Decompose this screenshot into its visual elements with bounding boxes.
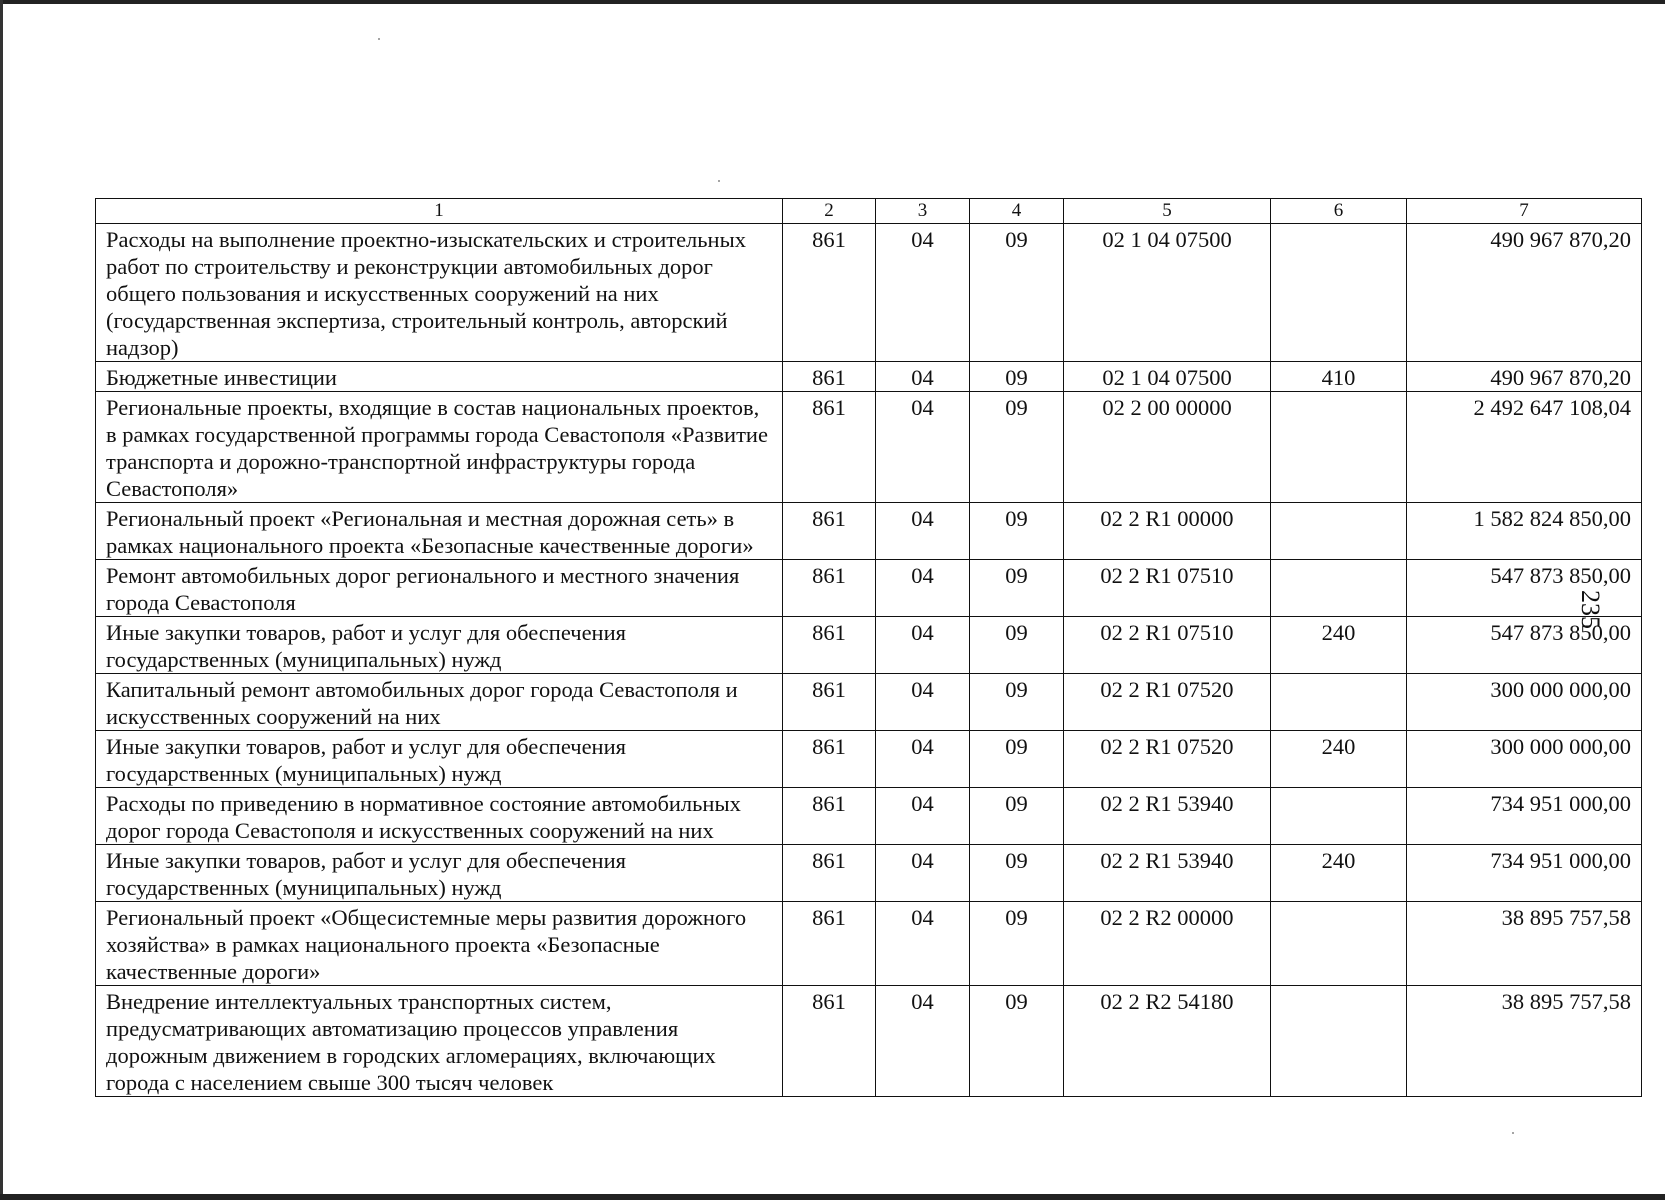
row-name: Региональный проект «Общесистемные меры развития дорожного хозяйства» в рамках национального проекта «Безопасные качественные дороги»: [96, 902, 783, 986]
row-subsection-code: 09: [970, 392, 1064, 503]
row-name: Расходы по приведению в нормативное состояние автомобильных дорог города Севастополя и искусственных сооружений на них: [96, 788, 783, 845]
row-section-code: 04: [876, 560, 970, 617]
row-expense-type: 240: [1271, 845, 1407, 902]
row-grbs-code: 861: [783, 731, 876, 788]
table-row: [96, 617, 1642, 674]
row-grbs-code: 861: [783, 224, 876, 362]
page-number: 235: [1576, 590, 1605, 629]
row-name: Расходы на выполнение проектно-изыскательских и строительных работ по строительству и реконструкции автомобильных дорог общего пользования и искусственных сооружений на них (государственная экспертиза, строительный контроль, авторский надзор): [96, 224, 783, 362]
row-section-code: 04: [876, 731, 970, 788]
row-section-code: 04: [876, 902, 970, 986]
row-target-article: 02 2 R2 54180: [1064, 986, 1271, 1097]
row-grbs-code: 861: [783, 617, 876, 674]
row-target-article: 02 1 04 07500: [1064, 362, 1271, 392]
table-row: [96, 224, 1642, 362]
row-section-code: 04: [876, 362, 970, 392]
row-expense-type: [1271, 392, 1407, 503]
column-header-6: 6: [1271, 199, 1407, 224]
row-name: Внедрение интеллектуальных транспортных систем, предусматривающих автоматизацию процессов управления дорожным движением в городских агломерациях, включающих города с населением свыше 300 тысяч человек: [96, 986, 783, 1097]
row-name: Бюджетные инвестиции: [96, 362, 783, 392]
column-header-4: 4: [970, 199, 1064, 224]
row-amount: 734 951 000,00: [1407, 788, 1642, 845]
scan-top-border: [0, 0, 1665, 4]
row-target-article: 02 1 04 07500: [1064, 224, 1271, 362]
row-amount: 38 895 757,58: [1407, 986, 1642, 1097]
row-expense-type: [1271, 674, 1407, 731]
row-subsection-code: 09: [970, 731, 1064, 788]
row-grbs-code: 861: [783, 560, 876, 617]
table-row: [96, 731, 1642, 788]
row-grbs-code: 861: [783, 362, 876, 392]
row-section-code: 04: [876, 845, 970, 902]
table-row: [96, 986, 1642, 1097]
row-name: Региональные проекты, входящие в состав национальных проектов, в рамках государственной программы города Севастополя «Развитие транспорта и дорожно-транспортной инфраструктуры города Севастополя»: [96, 392, 783, 503]
row-section-code: 04: [876, 674, 970, 731]
row-expense-type: [1271, 902, 1407, 986]
row-section-code: 04: [876, 503, 970, 560]
column-header-3: 3: [876, 199, 970, 224]
row-name: Капитальный ремонт автомобильных дорог города Севастополя и искусственных сооружений на них: [96, 674, 783, 731]
scan-speck: [1512, 1132, 1514, 1134]
table-row: [96, 392, 1642, 503]
row-subsection-code: 09: [970, 902, 1064, 986]
row-target-article: 02 2 R1 07520: [1064, 731, 1271, 788]
row-grbs-code: 861: [783, 986, 876, 1097]
budget-table: [95, 198, 1642, 1097]
table-row: [96, 503, 1642, 560]
row-name: Иные закупки товаров, работ и услуг для обеспечения государственных (муниципальных) нужд: [96, 845, 783, 902]
table-row: [96, 788, 1642, 845]
row-amount: 547 873 850,00: [1407, 617, 1642, 674]
row-grbs-code: 861: [783, 392, 876, 503]
table-header-row: [96, 199, 1642, 224]
scan-speck: [718, 180, 720, 182]
row-amount: 300 000 000,00: [1407, 731, 1642, 788]
row-target-article: 02 2 R1 53940: [1064, 845, 1271, 902]
row-amount: 547 873 850,00: [1407, 560, 1642, 617]
row-target-article: 02 2 R1 53940: [1064, 788, 1271, 845]
row-subsection-code: 09: [970, 224, 1064, 362]
row-amount: 2 492 647 108,04: [1407, 392, 1642, 503]
table-row: [96, 560, 1642, 617]
table-row: [96, 902, 1642, 986]
row-section-code: 04: [876, 986, 970, 1097]
row-target-article: 02 2 R1 07510: [1064, 617, 1271, 674]
row-subsection-code: 09: [970, 674, 1064, 731]
row-target-article: 02 2 R2 00000: [1064, 902, 1271, 986]
row-section-code: 04: [876, 392, 970, 503]
row-section-code: 04: [876, 617, 970, 674]
scan-bottom-border: [0, 1194, 1665, 1200]
table-row: [96, 362, 1642, 392]
row-expense-type: [1271, 788, 1407, 845]
row-target-article: 02 2 R1 07510: [1064, 560, 1271, 617]
row-expense-type: 240: [1271, 617, 1407, 674]
row-name: Иные закупки товаров, работ и услуг для обеспечения государственных (муниципальных) нужд: [96, 617, 783, 674]
row-expense-type: [1271, 560, 1407, 617]
row-name: Иные закупки товаров, работ и услуг для обеспечения государственных (муниципальных) нужд: [96, 731, 783, 788]
row-expense-type: [1271, 224, 1407, 362]
row-amount: 38 895 757,58: [1407, 902, 1642, 986]
row-amount: 1 582 824 850,00: [1407, 503, 1642, 560]
row-expense-type: 410: [1271, 362, 1407, 392]
column-header-5: 5: [1064, 199, 1271, 224]
row-grbs-code: 861: [783, 674, 876, 731]
row-subsection-code: 09: [970, 617, 1064, 674]
row-target-article: 02 2 R1 00000: [1064, 503, 1271, 560]
column-header-2: 2: [783, 199, 876, 224]
row-name: Ремонт автомобильных дорог регионального и местного значения города Севастополя: [96, 560, 783, 617]
table-row: [96, 674, 1642, 731]
column-header-7: 7: [1407, 199, 1642, 224]
row-target-article: 02 2 R1 07520: [1064, 674, 1271, 731]
scan-speck: [378, 38, 380, 40]
row-subsection-code: 09: [970, 845, 1064, 902]
row-grbs-code: 861: [783, 503, 876, 560]
row-subsection-code: 09: [970, 560, 1064, 617]
row-amount: 490 967 870,20: [1407, 362, 1642, 392]
row-subsection-code: 09: [970, 788, 1064, 845]
row-amount: 734 951 000,00: [1407, 845, 1642, 902]
row-expense-type: 240: [1271, 731, 1407, 788]
row-amount: 300 000 000,00: [1407, 674, 1642, 731]
row-subsection-code: 09: [970, 362, 1064, 392]
row-section-code: 04: [876, 788, 970, 845]
row-grbs-code: 861: [783, 902, 876, 986]
row-grbs-code: 861: [783, 845, 876, 902]
row-subsection-code: 09: [970, 986, 1064, 1097]
column-header-1: 1: [96, 199, 783, 224]
row-target-article: 02 2 00 00000: [1064, 392, 1271, 503]
row-name: Региональный проект «Региональная и местная дорожная сеть» в рамках национального проекта «Безопасные качественные дороги»: [96, 503, 783, 560]
row-subsection-code: 09: [970, 503, 1064, 560]
scan-left-border: [0, 0, 3, 1200]
row-expense-type: [1271, 986, 1407, 1097]
row-grbs-code: 861: [783, 788, 876, 845]
row-section-code: 04: [876, 224, 970, 362]
row-expense-type: [1271, 503, 1407, 560]
table-row: [96, 845, 1642, 902]
row-amount: 490 967 870,20: [1407, 224, 1642, 362]
